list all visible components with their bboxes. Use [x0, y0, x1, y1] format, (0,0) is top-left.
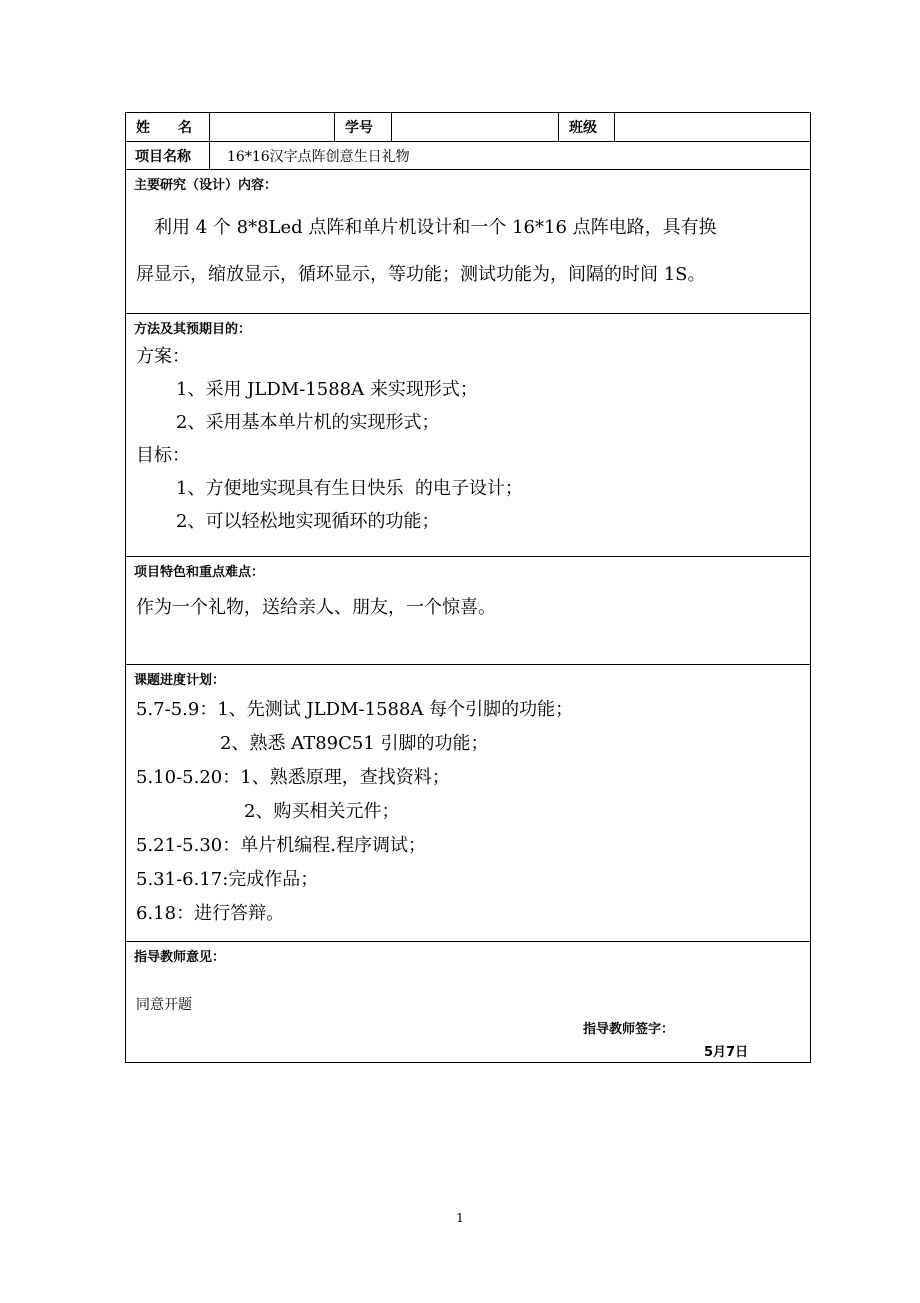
class-value[interactable]: [615, 113, 810, 141]
schedule-line-6: 5.31-6.17:完成作品；: [136, 869, 319, 890]
advisor-opinion: 同意开题: [136, 997, 192, 1013]
student-id-value[interactable]: [392, 113, 559, 141]
features-label: 项目特色和重点难点：: [134, 565, 265, 580]
project-value: 16*16汉字点阵创意生日礼物: [227, 148, 410, 165]
advisor-date: 5月7日: [704, 1045, 749, 1060]
schedule-section: [126, 665, 810, 942]
proposal-form: [125, 112, 811, 1063]
class-label: 班级: [559, 113, 615, 141]
student-id-label: 学号: [335, 113, 392, 141]
plan-item-2: 2、采用基本单片机的实现形式；: [176, 412, 440, 433]
research-content: [126, 194, 810, 298]
features-section: [126, 557, 810, 665]
advisor-label: 指导教师意见：: [134, 950, 226, 965]
goal-title: 目标：: [136, 445, 190, 466]
schedule-label: 课题进度计划：: [134, 673, 226, 688]
header-row: [126, 113, 810, 142]
methods-label: 方法及其预期目的：: [134, 322, 252, 337]
plan-item-1: 1、采用 JLDM-1588A 来实现形式；: [176, 379, 478, 400]
methods-section: [126, 314, 810, 557]
schedule-line-2: 2、熟悉 AT89C51 引脚的功能；: [220, 733, 489, 754]
name-label: 姓 名: [126, 113, 210, 141]
schedule-line-3: 5.10-5.20：1、熟悉原理，查找资料；: [136, 767, 450, 788]
signature-label: 指导教师签字：: [583, 1022, 675, 1037]
name-value[interactable]: [210, 113, 335, 141]
page-number: 1: [456, 1211, 464, 1225]
research-label: 主要研究（设计）内容：: [134, 178, 278, 193]
research-line-2: 屏显示，缩放显示，循环显示，等功能；测试功能为，间隔的时间 1S。: [136, 264, 706, 285]
goal-item-2: 2、可以轻松地实现循环的功能；: [176, 511, 440, 532]
plan-title: 方案：: [136, 346, 190, 367]
features-text: 作为一个礼物，送给亲人、朋友，一个惊喜。: [136, 597, 496, 618]
schedule-line-1: 5.7-5.9：1、先测试 JLDM-1588A 每个引脚的功能；: [136, 699, 574, 720]
project-label: 项目名称: [126, 142, 210, 169]
schedule-line-7: 6.18：进行答辩。: [136, 903, 285, 924]
schedule-line-5: 5.21-5.30：单片机编程.程序调试；: [136, 835, 426, 856]
research-line-1: 利用 4 个 8*8Led 点阵和单片机设计和一个 16*16 点阵电路，具有换: [136, 217, 717, 238]
schedule-content: [126, 689, 810, 931]
advisor-section: [126, 942, 810, 1062]
project-row: [126, 142, 810, 170]
schedule-line-4: 2、购买相关元件；: [244, 801, 400, 822]
goal-item-1: 1、方便地实现具有生日快乐 的电子设计；: [176, 478, 523, 499]
features-content: [126, 581, 810, 624]
research-section: [126, 170, 810, 314]
methods-content: [126, 338, 810, 538]
